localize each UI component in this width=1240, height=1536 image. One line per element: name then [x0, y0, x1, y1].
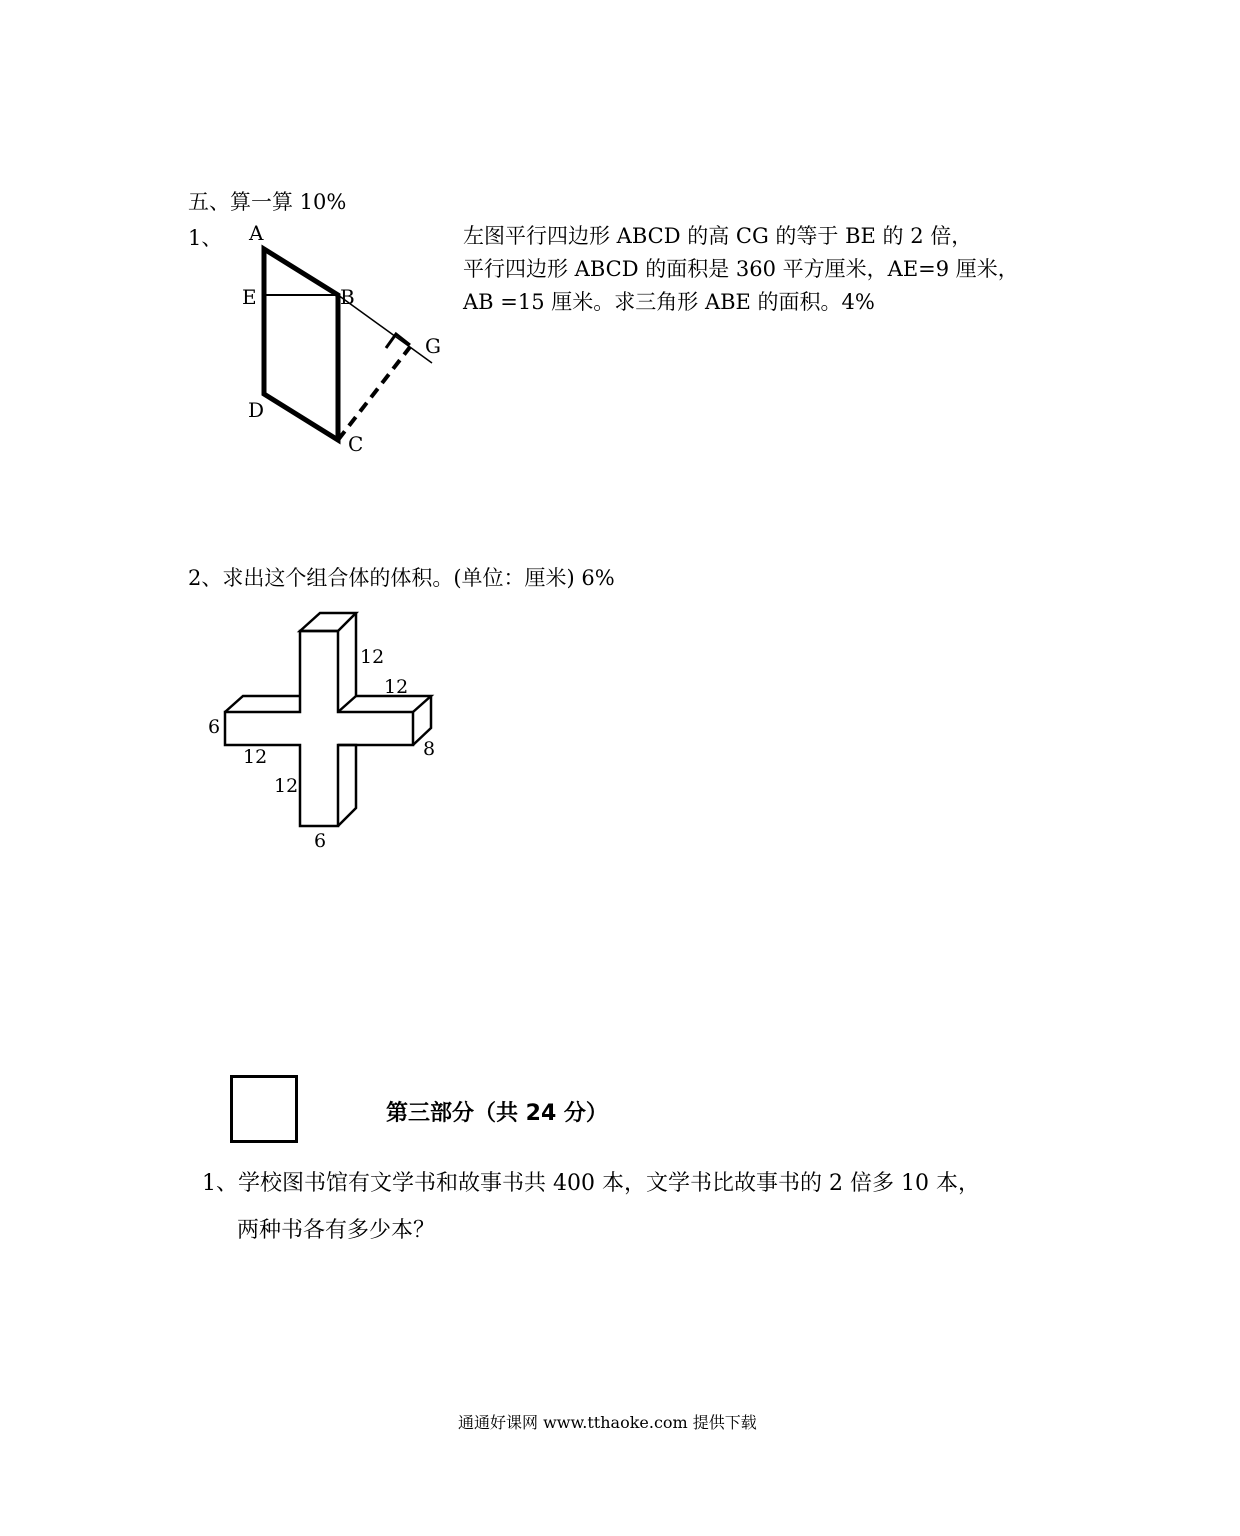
question-1-line-1: 左图平行四边形 ABCD 的高 CG 的等于 BE 的 2 倍，	[463, 224, 973, 248]
cross-front-face	[225, 631, 413, 826]
part-3-title: 第三部分（共 24 分）	[386, 1101, 608, 1126]
dim-left-arm: 12	[243, 746, 268, 768]
question-1-line-3: AB =15 厘米。求三角形 ABE 的面积。4%	[463, 290, 875, 314]
score-box	[230, 1075, 298, 1143]
dim-top-height: 12	[360, 646, 385, 668]
dim-left-height: 6	[208, 716, 221, 738]
dim-depth: 8	[423, 738, 436, 760]
question-1-line-2: 平行四边形 ABCD 的面积是 360 平方厘米，AE=9 厘米，	[463, 257, 1019, 281]
label-e: E	[242, 285, 257, 309]
dim-right-arm: 12	[384, 676, 409, 698]
vertical-bar-lower-side	[338, 745, 356, 826]
section-heading: 五、算一算 10%	[188, 190, 347, 214]
label-d: D	[248, 398, 265, 422]
label-g: G	[425, 334, 441, 358]
right-arm-top-face	[356, 696, 431, 712]
part-3-question-1-line-2: 两种书各有多少本？	[237, 1218, 436, 1243]
dim-bottom-arm: 12	[274, 775, 299, 797]
question-1-number: 1、	[188, 226, 223, 250]
page-footer: 通通好课网 www.tthaoke.com 提供下载	[458, 1413, 757, 1432]
left-arm-top-face	[225, 696, 300, 712]
part-3-question-1-line-1: 1、学校图书馆有文学书和故事书共 400 本，文学书比故事书的 2 倍多 10 本，	[202, 1171, 980, 1196]
dim-width: 6	[314, 830, 327, 852]
question-2-text: 2、求出这个组合体的体积。(单位：厘米) 6%	[188, 566, 615, 590]
label-c: C	[348, 432, 364, 456]
label-a: A	[249, 221, 264, 245]
label-b: B	[340, 285, 355, 309]
vertical-bar-top-face	[300, 613, 356, 631]
